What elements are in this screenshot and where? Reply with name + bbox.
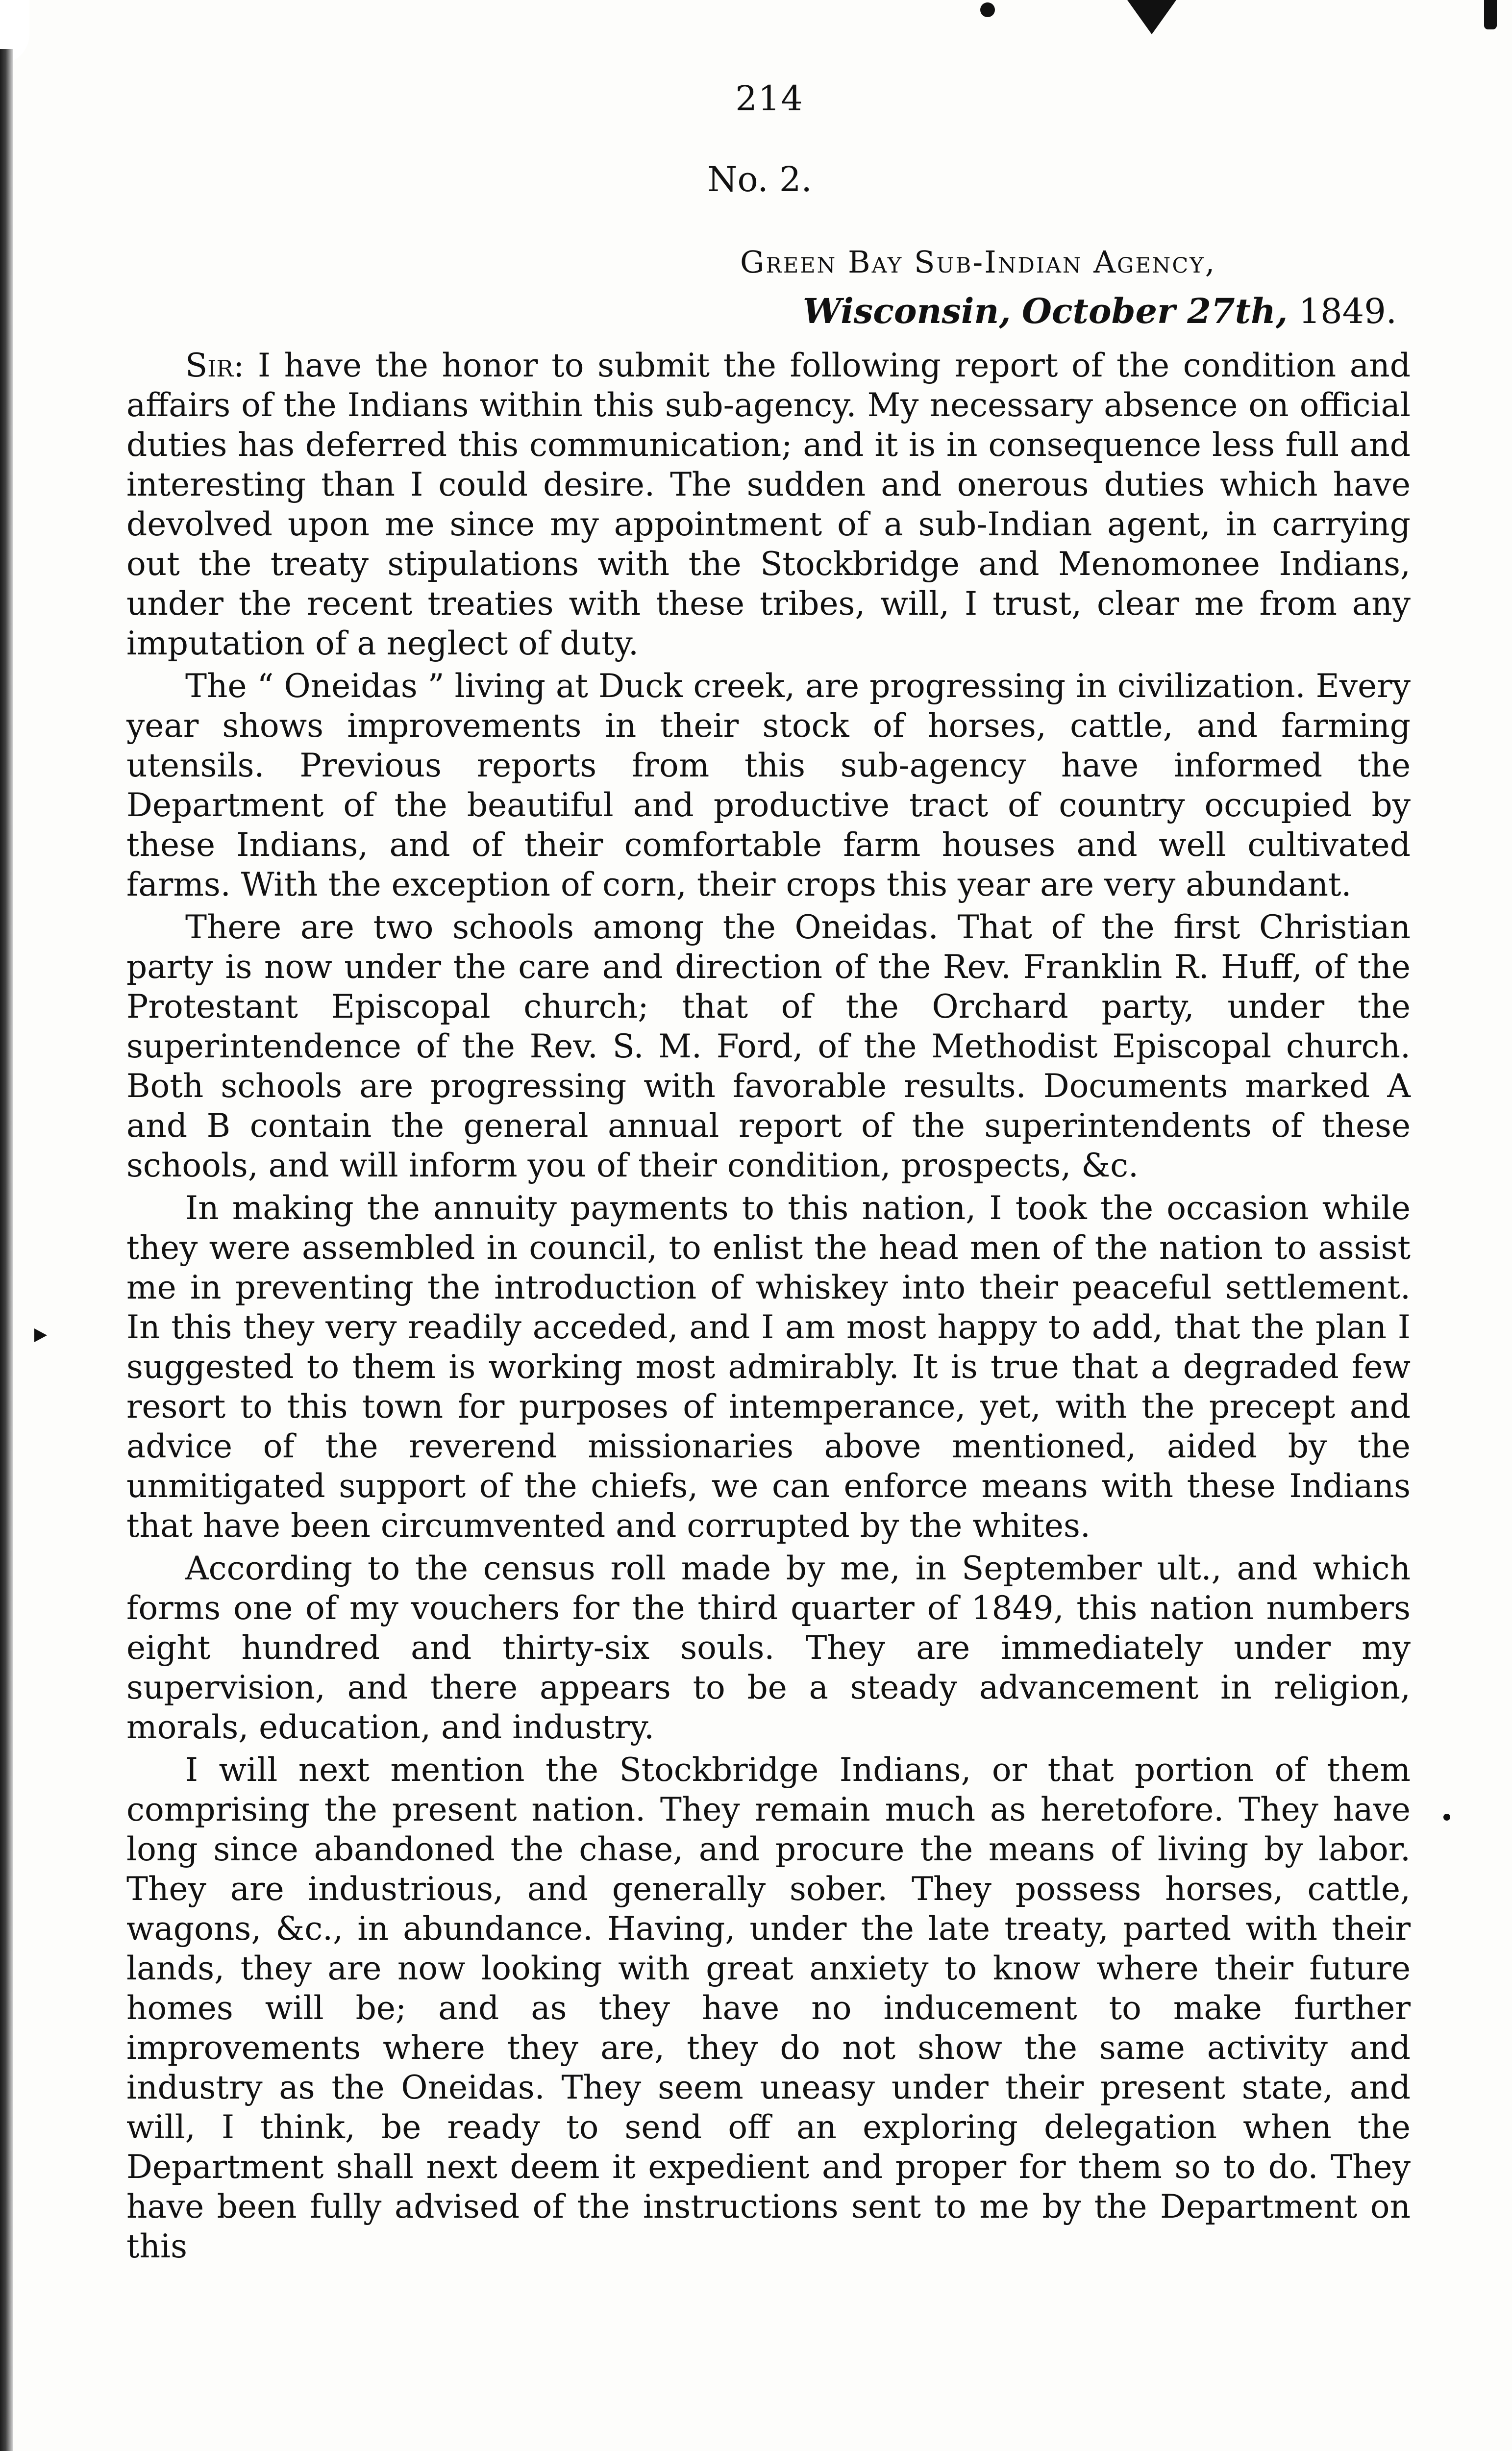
margin-dot-mark: [1443, 1814, 1450, 1821]
paragraph: I will next mention the Stockbridge Indians, or that portion of them comprising the present nation. They remain much as heretofore. They have long since abandoned the chase, and procure the means of living by labor. They are industrious, and generally sober. They possess horses, cattle, wagons, &c., in abundance. Having, under the late treaty, parted with their lands, they are now looking with great anxiety to know where their future homes will be; and as they have no inducement to make further improvements where they are, they do not show the same activity and industry as the Oneidas. They seem uneasy under their present state, and will, I think, be ready to send off an exploring delegation when the Department shall next deem it expedient and proper for them so to do. They have been fully advised of the instructions sent to me by the Department on this: [126, 1751, 1411, 2265]
letter-date: October 27th,: [1021, 291, 1288, 331]
page-edge-shadow: [0, 49, 13, 2451]
letter-year: 1849.: [1298, 291, 1397, 331]
letter-heading: [725, 240, 1407, 333]
place-name: Wisconsin,: [802, 291, 1011, 331]
binding-mark: [1484, 0, 1497, 29]
paragraph: There are two schools among the Oneidas. That of the first Christian party is now under the care and direction of the Rev. Franklin R. Huff, of the Protestant Episcopal church; that of the Orchard party, under the superintendence of the Rev. S. M. Ford, of the Methodist Episcopal church. Both schools are progressing with favorable results. Documents marked A and B contain the general annual report of the superintendents of these schools, and will inform you of their condition, prospects, &c.: [126, 908, 1411, 1184]
place-date-line: [725, 289, 1407, 333]
letter-body: [126, 346, 1411, 2269]
agency-name: Green Bay Sub-Indian Agency,: [740, 244, 1216, 280]
margin-pointer-mark: [34, 1328, 47, 1342]
ink-dot: [980, 2, 995, 17]
document-number: No. 2.: [707, 159, 812, 200]
paragraph-text: I have the honor to submit the following report of the condition and affairs of the Indians within this sub-agency. My necessary absence on official duties has deferred this communication; and it is in consequence less full and interesting than I could desire. The sudden and onerous duties which have devolved upon me since my appointment of a sub-Indian agent, in carrying out the treaty stipulations with the Stockbridge and Menomonee Indians, under the recent treaties with these tribes, will, I trust, clear me from any imputation of a neglect of duty.: [126, 347, 1411, 662]
paragraph: In making the annuity payments to this nation, I took the occasion while they were assembled in council, to enlist the head men of the nation to assist me in preventing the introduction of whiskey into their peaceful settlement. In this they very readily acceded, and I am most happy to add, that the plan I suggested to them is working most admirably. It is true that a degraded few resort to this town for purposes of intemperance, yet, with the precept and advice of the reverend missionaries above mentioned, aided by the unmitigated support of the chiefs, we can enforce means with these Indians that have been circumvented and corrupted by the whites.: [126, 1189, 1411, 1545]
salutation: Sir:: [185, 347, 245, 384]
page-number: 214: [735, 78, 804, 119]
paragraph: The “ Oneidas ” living at Duck creek, are progressing in civilization. Every year shows improvements in their stock of horses, cattle, and farming utensils. Previous reports from this sub-agency have informed the Department of the beautiful and productive tract of country occupied by these Indians, and of their comfortable farm houses and well cultivated farms. With the exception of corn, their crops this year are very abundant.: [126, 667, 1411, 903]
ink-wedge: [1127, 0, 1176, 34]
ink-blot-marks: [980, 0, 1211, 39]
paragraph: [126, 346, 1411, 663]
paragraph: According to the census roll made by me, in September ult., and which forms one of my vouchers for the third quarter of 1849, this nation numbers eight hundred and thirty-six souls. They are immediately under my supervision, and there appears to be a steady advancement in religion, morals, education, and industry.: [126, 1550, 1411, 1746]
